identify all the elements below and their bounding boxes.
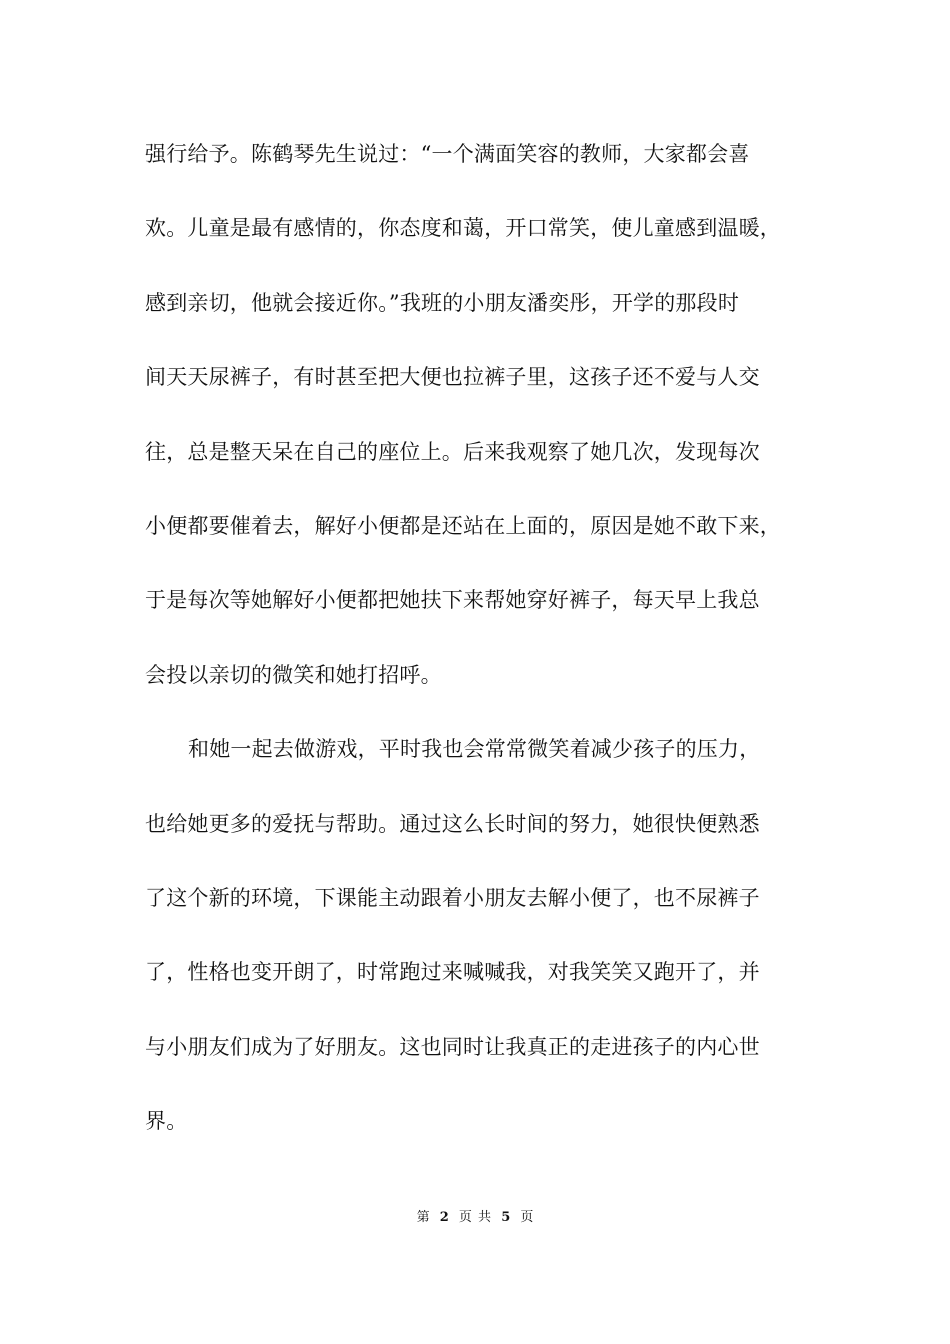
paragraph-line: 小便都要催着去，解好小便都是还站在上面的，原因是她不敢下来，	[145, 513, 781, 538]
paragraph-line: 间天天尿裤子，有时甚至把大便也拉裤子里，这孩子还不爱与人交	[145, 365, 760, 390]
current-page-number: 2	[439, 1210, 449, 1225]
paragraph-line: 往，总是整天呆在自己的座位上。后来我观察了她几次，发现每次	[145, 439, 760, 464]
total-pages-number: 5	[501, 1210, 511, 1225]
footer-suffix: 页	[520, 1210, 534, 1225]
paragraph-1	[145, 132, 835, 727]
paragraph-line: 了，性格也变开朗了，时常跑过来喊喊我，对我笑笑又跑开了，并	[145, 960, 760, 985]
paragraph-line: 会投以亲切的微笑和她打招呼。	[145, 662, 442, 687]
footer-prefix: 第	[416, 1210, 430, 1225]
footer-middle: 页 共	[458, 1210, 492, 1225]
paragraph-line: 界。	[145, 1109, 188, 1134]
page-footer	[0, 1206, 950, 1225]
paragraph-line: 于是每次等她解好小便都把她扶下来帮她穿好裤子，每天早上我总	[145, 588, 760, 613]
paragraph-line: 和她一起去做游戏，平时我也会常常微笑着减少孩子的压力，	[188, 737, 761, 762]
paragraph-line: 欢。儿童是最有感情的，你态度和蔼，开口常笑，使儿童感到温暖，	[145, 216, 781, 241]
document-body	[145, 132, 835, 1173]
paragraph-line: 强行给予。陈鹤琴先生说过：“一个满面笑容的教师，大家都会喜	[145, 142, 750, 166]
paragraph-line: 感到亲切，他就会接近你。”我班的小朋友潘奕彤，开学的那段时	[145, 290, 740, 315]
paragraph-2	[145, 727, 835, 1173]
paragraph-line: 与小朋友们成为了好朋友。这也同时让我真正的走进孩子的内心世	[145, 1034, 760, 1059]
paragraph-line: 也给她更多的爱抚与帮助。通过这么长时间的努力，她很快便熟悉	[145, 811, 760, 836]
paragraph-line: 了这个新的环境，下课能主动跟着小朋友去解小便了，也不尿裤子	[145, 885, 760, 910]
